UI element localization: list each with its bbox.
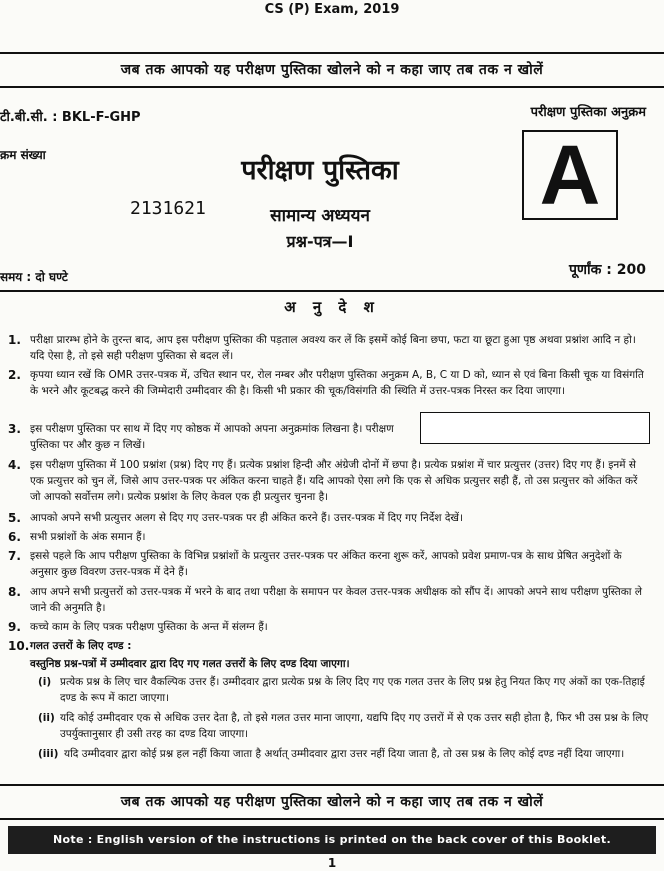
instruction-text: आपको अपने सभी प्रत्युत्तर अलग से दिए गए उत्तर-पत्रक पर ही अंकित करने हैं। उत्तर-पत्रक में दिए गए निर्देश देखें। [30,512,463,524]
instruction-text: कच्चे काम के लिए पत्रक परीक्षण पुस्तिका के अन्त में संलग्न हैं। [30,621,268,633]
instruction-item [8,421,412,453]
instruction-item [8,332,650,364]
time-allowed: समय : दो घण्टे [0,270,68,284]
instruction-item [8,638,650,654]
instruction-item [8,510,650,526]
penalty-item [38,674,650,706]
subject: सामान्य अध्ययन [270,206,370,226]
instruction-item [8,548,650,580]
paper-number: प्रश्न-पत्र—I [286,232,354,251]
instruction-text: इस परीक्षण पुस्तिका पर साथ में दिए गए कोष्ठक में आपको अपना अनुक्रमांक लिखना है। परीक्षण पुस्तिका पर और कुछ न लिखें। [30,423,394,451]
page-number: 1 [327,856,337,870]
penalty-intro: वस्तुनिष्ठ प्रश्न-पत्रों में उम्मीदवार द्वारा दिए गए गलत उत्तरों के लिए दण्ड दिया जाएगा। [30,658,350,670]
serial-number: 2131621 [130,198,206,219]
booklet-title: परीक्षण पुस्तिका [241,155,399,186]
instruction-text: इससे पहले कि आप परीक्षण पुस्तिका के विभिन्न प्रश्नांशों के प्रत्युत्तर उत्तर-पत्रक पर अंकित करना शुरू करें, आपको प्रवेश प्रमाण-पत्र के साथ प्रेषित अनुदेशों के अनुसार कुछ विवरण उत्तर-पत्रक में देने हैं। [30,550,622,578]
instruction-text: आप अपने सभी प्रत्युत्तरों को उत्तर-पत्रक में भरने के बाद तथा परीक्षा के समापन पर केवल उत्तर-पत्रक अधीक्षक को सौंप दें। आपको अपने साथ परीक्षण पुस्तिका ले जाने की अनुमति है। [30,586,642,614]
instruction-number: 9. [8,620,21,634]
english-note: Note : English version of the instructions is printed on the back cover of this Booklet. [8,826,656,854]
instruction-text: परीक्षा प्रारम्भ होने के तुरन्त बाद, आप इस परीक्षण पुस्तिका की पड़ताल अवश्य कर लें कि इसमें कोई बिना छपा, फटा या छूटा हुआ पृष्ठ अथवा प्रश्नांश आदि न हो। यदि ऐसा है, तो इसे सही परीक्षण पुस्तिका से बदल लें। [30,334,636,362]
penalty-number: (iii) [38,748,59,760]
instruction-item [8,529,650,545]
instruction-number: 2. [8,368,21,382]
divider [0,52,664,54]
instructions-heading: अ नु दे श [284,298,380,316]
instruction-text: कृपया ध्यान रखें कि OMR उत्तर-पत्रक में, उचित स्थान पर, रोल नम्बर और परीक्षण पुस्तिका अनुक्रम A, B, C या D को, ध्यान से एवं बिना किसी चूक या विसंगति के भरने और कूटबद्ध करने की जिम्मेदारी उम्मीदवार की है। किसी भी प्रकार की चूक/विसंगति की स्थिति में उत्तर-पत्रक निरस्त कर दिया जाएगा। [30,369,644,397]
penalty-item [38,710,650,742]
instruction-number: 8. [8,585,21,599]
series-letter-box: A [522,130,618,220]
instruction-item [8,584,650,616]
instruction-number: 5. [8,511,21,525]
roll-number-box[interactable] [420,412,650,444]
instruction-number: 6. [8,530,21,544]
penalty-item [38,746,650,762]
tbc-code: टी.बी.सी. : BKL-F-GHP [0,110,141,125]
instruction-item [8,619,650,635]
instruction-text: इस परीक्षण पुस्तिका में 100 प्रश्नांश (प्रश्न) दिए गए हैं। प्रत्येक प्रश्नांश हिन्दी और अंग्रेजी दोनों में छपा है। प्रत्येक प्रश्नांश में चार प्रत्युत्तर (उत्तर) दिए गए हैं। इनमें से एक प्रत्युत्तर को चुन लें, जिसे आप उत्तर-पत्रक पर अंकित करना चाहते हैं। यदि आपको ऐसा लगे कि एक से अधिक प्रत्युत्तर सही हैं, तो उस प्रत्युत्तर को अंकित करें जो आपको सर्वोत्तम लगे। प्रत्येक प्रश्नांश के लिए केवल एक ही प्रत्युत्तर चुनना है। [30,459,638,503]
penalty-text: यदि कोई उम्मीदवार एक से अधिक उत्तर देता है, तो इसे गलत उत्तर माना जाएगा, यद्यपि दिए गए उत्तरों में से एक उत्तर सही होता है, फिर भी उस प्रश्न के लिए उपर्युक्तानुसार ही उसी तरह का दण्ड दिया जाएगा। [60,712,649,740]
serial-label: क्रम संख्या [0,148,46,162]
divider [0,784,664,786]
penalty-number: (i) [38,676,52,688]
penalty-text: प्रत्येक प्रश्न के लिए चार वैकल्पिक उत्तर हैं। उम्मीदवार द्वारा प्रत्येक प्रश्न के लिए दिए गए एक गलत उत्तर के लिए प्रश्न हेतु नियत किए गए अंकों का एक-तिहाई दण्ड के रूप में काटा जाएगा। [60,676,645,704]
penalty-text: यदि उम्मीदवार द्वारा कोई प्रश्न हल नहीं किया जाता है अर्थात् उम्मीदवार द्वारा उत्तर नहीं दिया जाता है, तो उस प्रश्न के लिए कोई दण्ड नहीं दिया जाएगा। [64,748,625,760]
divider [0,86,664,88]
instruction-number: 4. [8,458,21,472]
sequence-label: परीक्षण पुस्तिका अनुक्रम [530,105,646,120]
instruction-number: 7. [8,549,21,563]
divider [0,290,664,292]
instruction-text: गलत उत्तरों के लिए दण्ड : [30,640,132,652]
instruction-item [8,367,650,399]
warning-banner-top: जब तक आपको यह परीक्षण पुस्तिका खोलने को न कहा जाए तब तक न खोलें [120,62,544,78]
instruction-text: सभी प्रश्नांशों के अंक समान हैं। [30,531,146,543]
divider [0,818,664,820]
instruction-number: 10. [8,639,30,653]
instruction-number: 3. [8,422,21,436]
max-marks: पूर्णांक : 200 [568,262,646,278]
warning-banner-bottom: जब तक आपको यह परीक्षण पुस्तिका खोलने को न कहा जाए तब तक न खोलें [120,794,544,810]
instruction-item [8,457,650,505]
penalty-number: (ii) [38,712,55,724]
instruction-number: 1. [8,333,21,347]
exam-name: CS (P) Exam, 2019 [264,2,400,17]
